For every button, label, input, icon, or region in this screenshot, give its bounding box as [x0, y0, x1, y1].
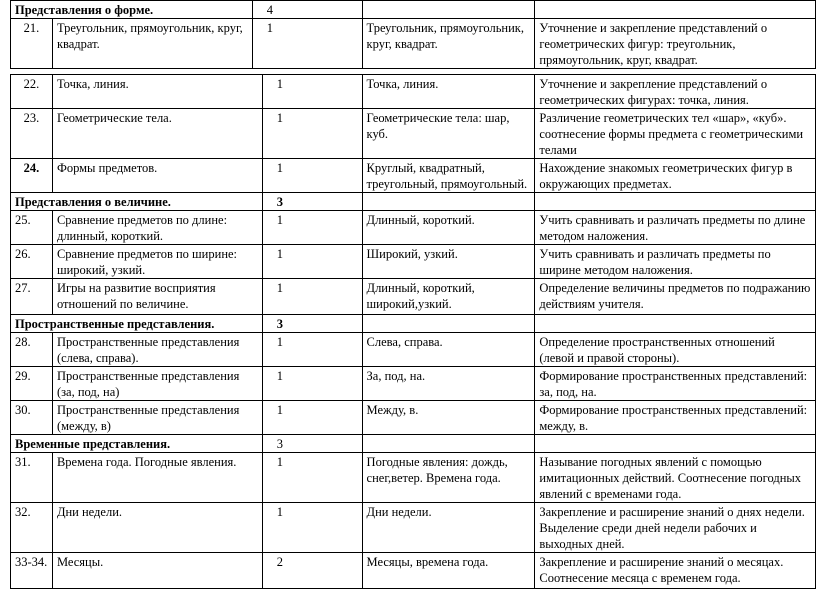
row-topic: Формы предметов.: [52, 159, 262, 193]
row-topic: Точка, линия.: [52, 75, 262, 109]
row-topic: Времена года. Погодные явления.: [52, 453, 262, 503]
table-row: [11, 159, 816, 193]
row-activity: Закрепление и расширение знаний о месяцах. Соотнесение месяца с временем года.: [535, 553, 816, 589]
row-topic: Месяцы.: [52, 553, 262, 589]
row-number: 23.: [11, 109, 53, 159]
section-hours: 3: [262, 315, 362, 333]
row-topic: Пространственные представления (слева, справа).: [52, 333, 262, 367]
row-activity: Закрепление и расширение знаний о днях недели. Выделение среди дней недели рабочих и выходных дней.: [535, 503, 816, 553]
row-hours: 1: [262, 109, 362, 159]
row-content: Геометрические тела: шар, куб.: [362, 109, 535, 159]
row-content: Широкий, узкий.: [362, 245, 535, 279]
row-topic: Дни недели.: [52, 503, 262, 553]
row-topic: Геометрические тела.: [52, 109, 262, 159]
table-row: [11, 211, 816, 245]
row-content: Слева, справа.: [362, 333, 535, 367]
row-hours: 2: [262, 553, 362, 589]
section-title: Временные представления.: [11, 435, 263, 453]
table-row: [11, 553, 816, 589]
row-hours: 1: [262, 279, 362, 315]
row-activity: Уточнение и закрепление представлений о геометрических фигурах: точка, линия.: [535, 75, 816, 109]
row-topic: Пространственные представления (за, под, на): [52, 367, 262, 401]
row-number: 33-34.: [11, 553, 53, 589]
row-hours: 1: [262, 503, 362, 553]
row-number: 28.: [11, 333, 53, 367]
row-activity: Учить сравнивать и различать предметы по длине методом наложения.: [535, 211, 816, 245]
row-topic: Игры на развитие восприятия отношений по величине.: [52, 279, 262, 315]
row-content: Треугольник, прямоугольник, круг, квадрат.: [362, 19, 535, 69]
section-row-form: [11, 1, 816, 19]
row-activity: Различение геометрических тел «шар», «куб». соотнесение формы предмета с геометрическими телами: [535, 109, 816, 159]
curriculum-table-part-2: [10, 74, 816, 589]
row-content: За, под, на.: [362, 367, 535, 401]
row-content: Погодные явления: дождь, снег,ветер. Времена года.: [362, 453, 535, 503]
row-number: 27.: [11, 279, 53, 315]
row-content: Длинный, короткий.: [362, 211, 535, 245]
row-content: Между, в.: [362, 401, 535, 435]
row-topic: Треугольник, прямоугольник, круг, квадрат.: [52, 19, 252, 69]
row-hours: 1: [262, 401, 362, 435]
row-number: 26.: [11, 245, 53, 279]
table-row: [11, 279, 816, 315]
table-row: [11, 453, 816, 503]
row-activity: Определение величины предметов по подражанию действиям учителя.: [535, 279, 816, 315]
table-row: [11, 19, 816, 69]
row-number: 21.: [11, 19, 53, 69]
row-topic: Сравнение предметов по ширине: широкий, узкий.: [52, 245, 262, 279]
row-activity: Учить сравнивать и различать предметы по ширине методом наложения.: [535, 245, 816, 279]
row-hours: 1: [262, 159, 362, 193]
row-number: 29.: [11, 367, 53, 401]
row-activity: Формирование пространственных представлений: за, под, на.: [535, 367, 816, 401]
row-content: Месяцы, времена года.: [362, 553, 535, 589]
row-activity: Уточнение и закрепление представлений о геометрических фигур: треугольник, прямоугольник, круг, квадрат.: [535, 19, 816, 69]
row-hours: 1: [262, 333, 362, 367]
table-row: [11, 245, 816, 279]
table-row: [11, 367, 816, 401]
row-number: 22.: [11, 75, 53, 109]
table-row: [11, 401, 816, 435]
row-activity: Нахождение знакомых геометрических фигур в окружающих предметах.: [535, 159, 816, 193]
row-topic: Пространственные представления (между, в): [52, 401, 262, 435]
section-row-size: [11, 193, 816, 211]
row-content: Длинный, короткий, широкий,узкий.: [362, 279, 535, 315]
row-number: 30.: [11, 401, 53, 435]
table-row: [11, 503, 816, 553]
row-topic: Сравнение предметов по длине: длинный, короткий.: [52, 211, 262, 245]
section-row-time: [11, 435, 816, 453]
curriculum-table-part-1: [10, 0, 816, 69]
row-hours: 1: [262, 75, 362, 109]
row-activity: Формирование пространственных представлений: между, в.: [535, 401, 816, 435]
section-hours: 4: [252, 1, 362, 19]
section-row-space: [11, 315, 816, 333]
row-content: Круглый, квадратный, треугольный, прямоугольный.: [362, 159, 535, 193]
row-number: 24.: [11, 159, 53, 193]
row-hours: 1: [262, 211, 362, 245]
section-hours: 3: [262, 193, 362, 211]
row-content: Точка, линия.: [362, 75, 535, 109]
row-activity: Называние погодных явлений с помощью имитационных действий. Соотнесение погодных явлений с временами года.: [535, 453, 816, 503]
section-title: Представления о величине.: [11, 193, 263, 211]
row-hours: 1: [262, 453, 362, 503]
table-row: [11, 333, 816, 367]
row-activity: Определение пространственных отношений (левой и правой стороны).: [535, 333, 816, 367]
row-number: 32.: [11, 503, 53, 553]
row-number: 31.: [11, 453, 53, 503]
row-number: 25.: [11, 211, 53, 245]
section-hours: 3: [262, 435, 362, 453]
section-title: Пространственные представления.: [11, 315, 263, 333]
row-content: Дни недели.: [362, 503, 535, 553]
section-title: Представления о форме.: [11, 1, 253, 19]
table-row: [11, 109, 816, 159]
row-hours: 1: [262, 245, 362, 279]
table-row: [11, 75, 816, 109]
row-hours: 1: [252, 19, 362, 69]
row-hours: 1: [262, 367, 362, 401]
